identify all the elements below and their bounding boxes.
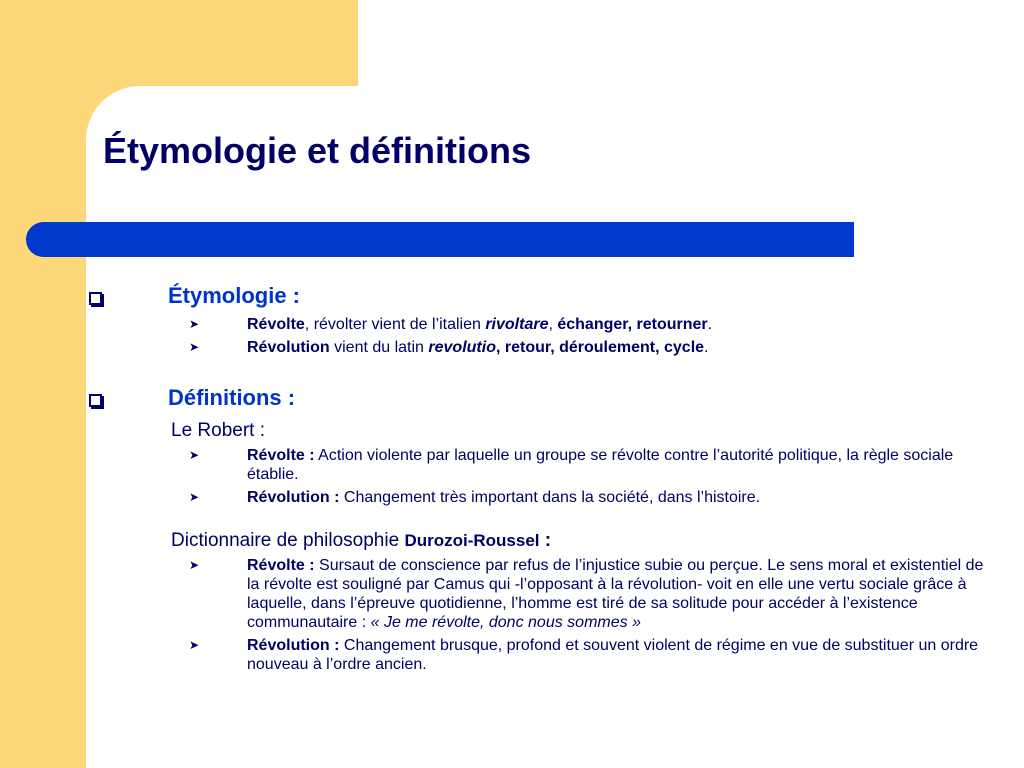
slide-title: Étymologie et définitions xyxy=(103,130,532,171)
item-text: , xyxy=(548,316,558,333)
list-item xyxy=(189,636,992,674)
item-text: Changement très important dans la société, dans l’histoire. xyxy=(339,489,761,506)
robert-list xyxy=(0,446,1024,507)
list-item xyxy=(189,338,992,357)
source-label: Dictionnaire de philosophie xyxy=(171,530,405,551)
arrowhead-bullet-icon: ➤ xyxy=(189,638,200,652)
section-heading-row xyxy=(0,283,1024,315)
etymologie-list xyxy=(0,315,1024,357)
term: Révolte : xyxy=(247,557,315,574)
source-heading-robert: Le Robert : xyxy=(171,420,265,441)
item-text: . xyxy=(707,316,713,333)
arrowhead-bullet-icon: ➤ xyxy=(189,317,200,331)
list-item xyxy=(189,446,992,484)
section-heading-row xyxy=(0,385,1024,417)
term: Révolution xyxy=(247,339,330,356)
latin-word: revolutio xyxy=(428,339,496,356)
latin-word: rivoltare xyxy=(485,316,549,333)
item-text: . xyxy=(704,339,709,356)
list-item xyxy=(189,315,992,334)
square-bullet-icon xyxy=(89,394,102,407)
arrowhead-bullet-icon: ➤ xyxy=(189,340,200,354)
section-definitions xyxy=(0,385,1024,678)
philosophie-list xyxy=(0,556,1024,674)
source-authors: Durozoi-Roussel xyxy=(404,531,540,550)
term: Révolution : xyxy=(247,637,340,654)
list-item xyxy=(189,488,992,507)
item-text: , révolter vient de l’italien xyxy=(304,316,486,333)
spacer xyxy=(0,511,1024,527)
item-text: Action violente par laquelle un groupe se révolte contre l’autorité politique, la règle sociale établie. xyxy=(247,447,954,483)
item-text: vient du latin xyxy=(329,339,429,356)
term: Révolte : xyxy=(247,447,315,464)
square-bullet-icon xyxy=(89,292,102,305)
arrowhead-bullet-icon: ➤ xyxy=(189,448,200,462)
term: Révolte xyxy=(247,316,305,333)
section-heading-etymologie: Étymologie : xyxy=(168,283,301,308)
meaning: , retour, déroulement, cycle xyxy=(495,339,705,356)
arrowhead-bullet-icon: ➤ xyxy=(189,490,200,504)
term: Révolution : xyxy=(247,489,340,506)
arrowhead-bullet-icon: ➤ xyxy=(189,558,200,572)
item-text: Sursaut de conscience par refus de l’injustice subie ou perçue. Le sens moral et existentiel de la révolte est souligné par Camus qui -l’opposant à la révolution- voit en elle une vertu sociale grâce à laquelle, dans l’épreuve quotidienne, l’homme est tiré de sa solitude pour accéder à l’existence communautaire : xyxy=(247,557,984,631)
source-heading-philosophie xyxy=(171,530,1024,552)
section-etymologie xyxy=(0,283,1024,361)
item-text: Changement brusque, profond et souvent violent de régime en vue de substituer un ordre nouveau à l’ordre ancien. xyxy=(247,637,979,673)
section-heading-definitions: Définitions : xyxy=(168,385,296,410)
source-colon: : xyxy=(539,530,552,551)
meaning: échanger, retourner xyxy=(557,316,708,333)
list-item xyxy=(189,556,992,632)
camus-quote: « Je me révolte, donc nous sommes » xyxy=(370,614,641,631)
